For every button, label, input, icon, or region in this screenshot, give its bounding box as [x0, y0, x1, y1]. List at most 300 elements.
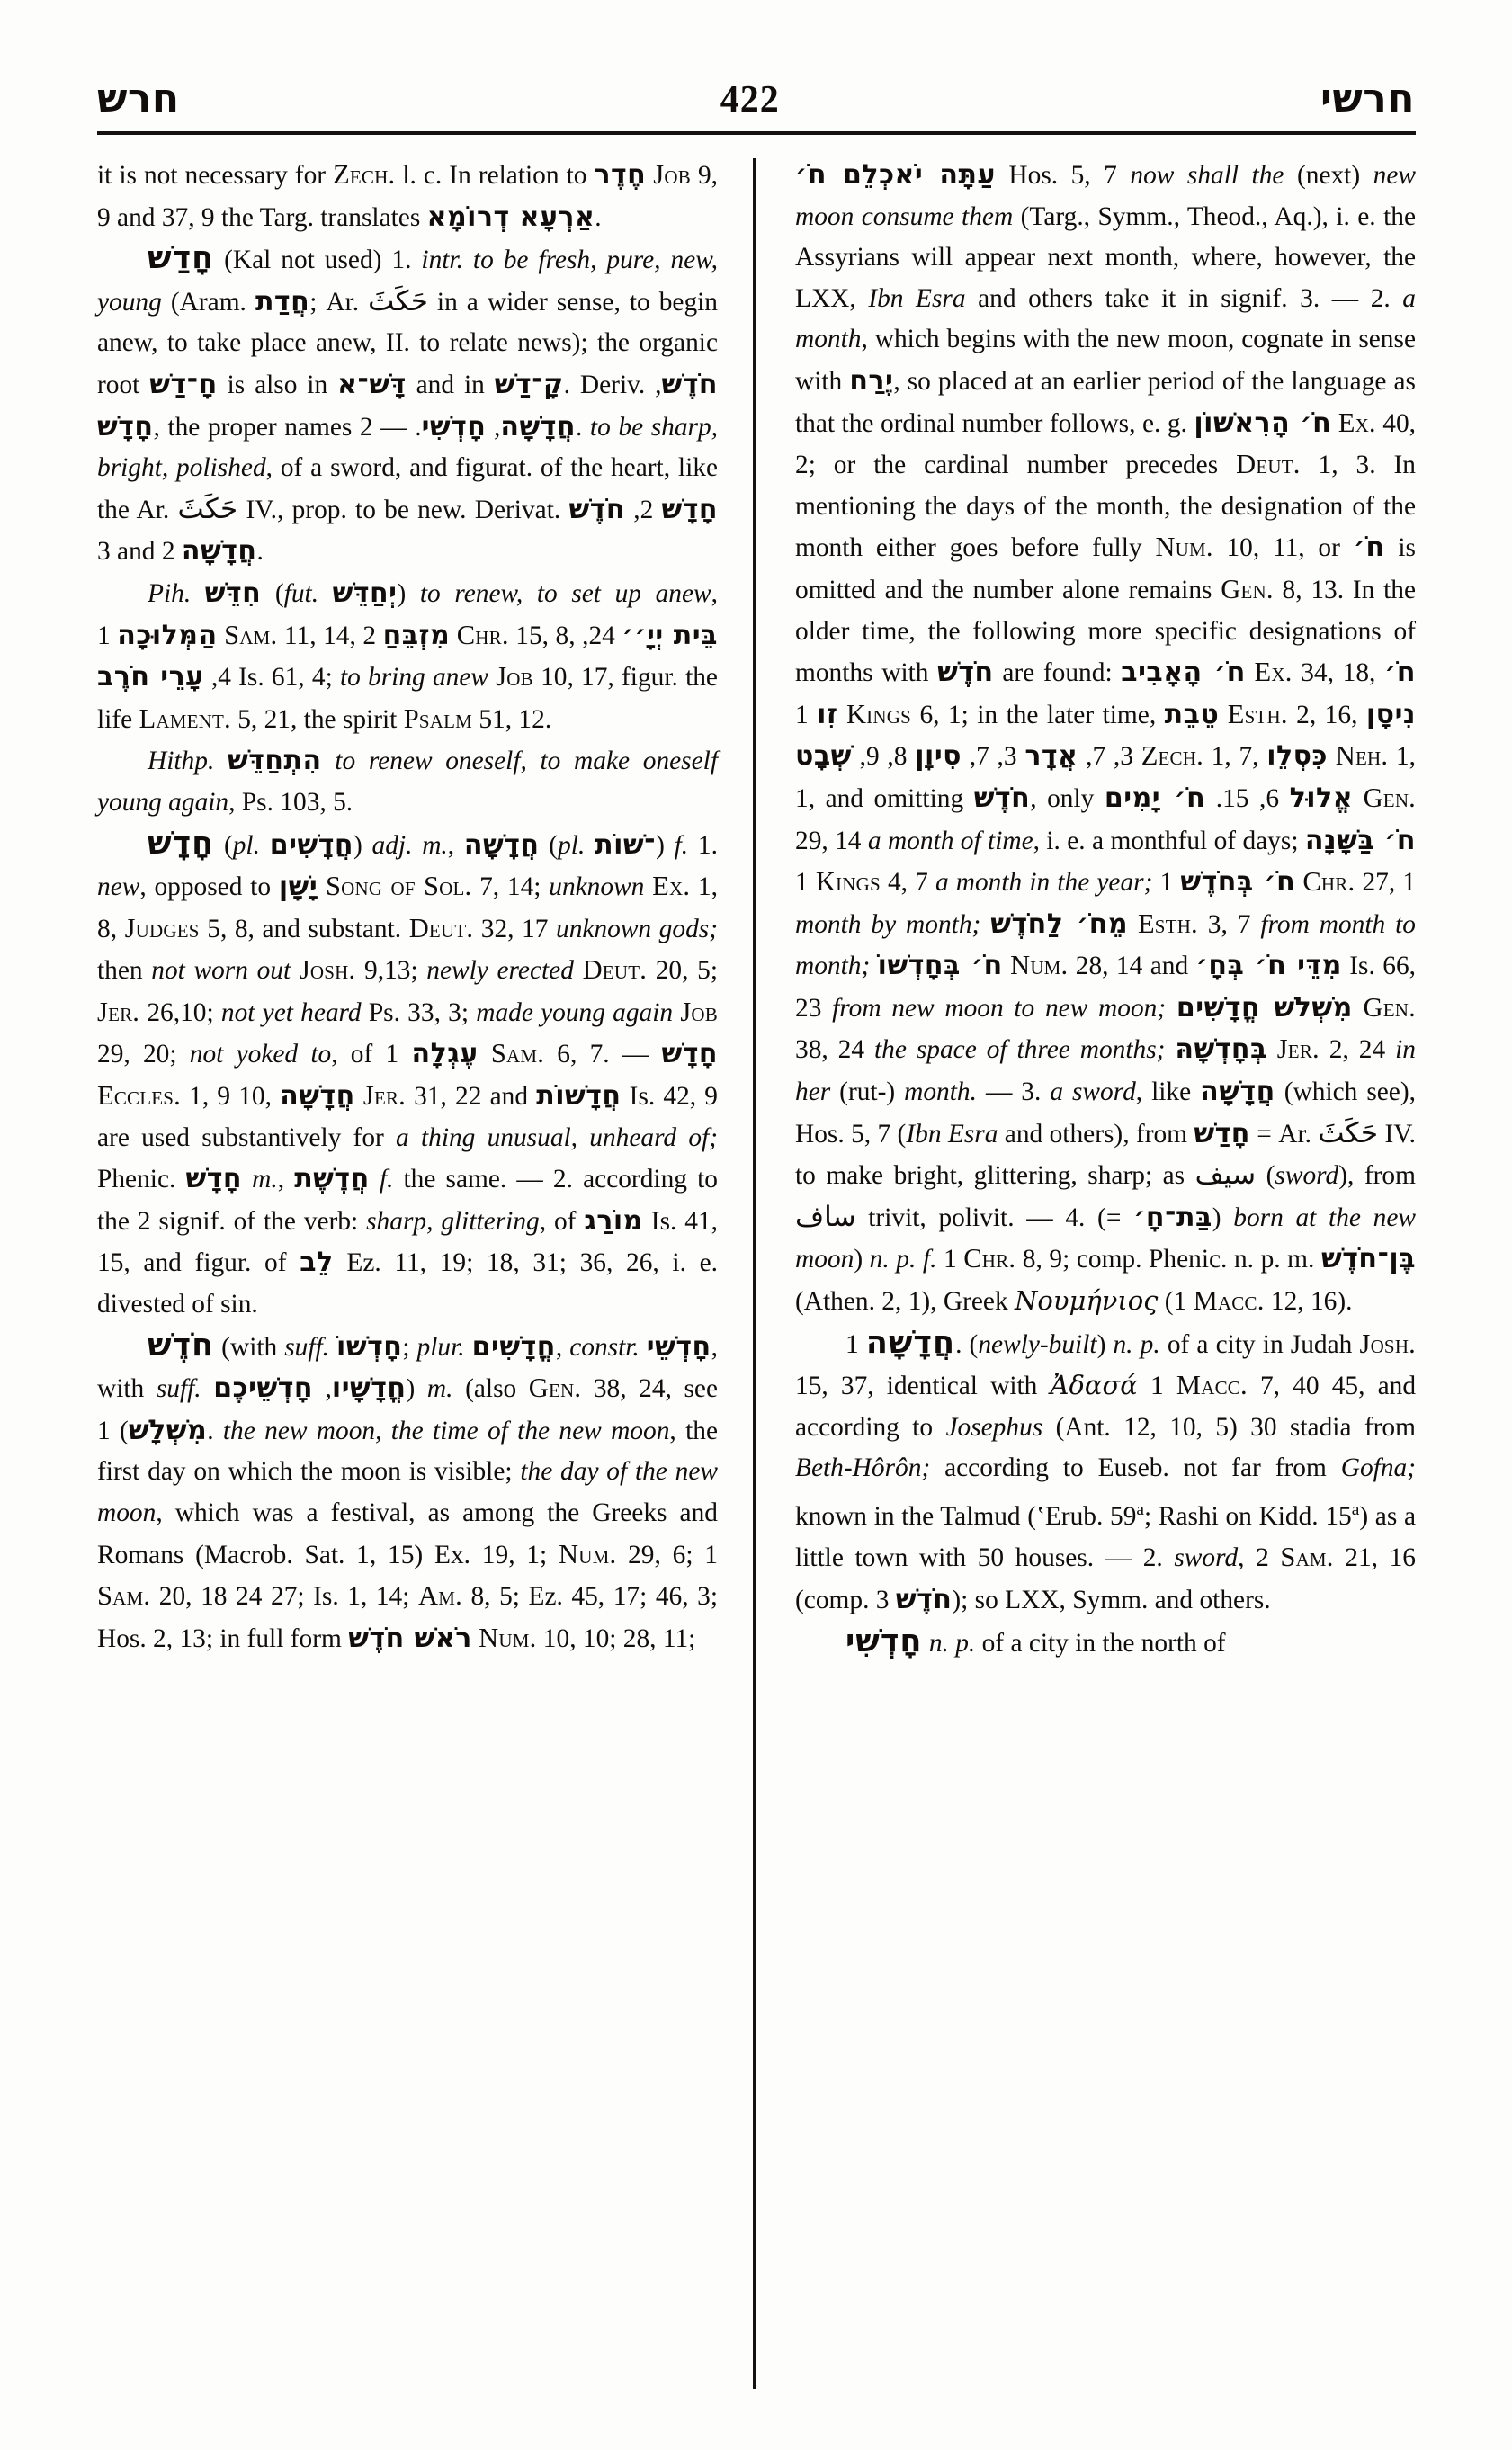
body-text: 10, 10; 28, 11;: [536, 1623, 696, 1653]
body-text: [870, 952, 877, 980]
hebrew-text: חָדְשֵׁיכֶם: [213, 1373, 313, 1405]
hebrew-text: חֹ׳ הָרִאשׁוֹן: [1194, 407, 1332, 439]
body-text: [214, 747, 228, 775]
hebrew-text: חֲדָשִׁים: [269, 828, 353, 861]
body-text: ,: [447, 830, 464, 860]
body-text: ): [406, 1374, 427, 1404]
body-text: 27, 1: [1355, 868, 1417, 898]
hebrew-text: ־שׁוֹת: [595, 828, 657, 861]
body-text: 24, 4,: [203, 621, 622, 693]
gloss-italic: Ibn Esra: [868, 283, 966, 313]
entry-paragraph: [97, 740, 718, 823]
body-text: 26,10;: [139, 997, 221, 1027]
body-text: [318, 872, 326, 901]
gloss-italic: a thing unusual, unheard of;: [396, 1122, 718, 1152]
body-text: (Kal not used) 1.: [214, 246, 422, 275]
body-text: LXX: [795, 283, 850, 313]
hebrew-text: הִתְחַדֵּשׁ: [227, 745, 322, 777]
hebrew-text: חָדָשׁ: [661, 1038, 718, 1070]
body-text: l. c. In relation to: [395, 161, 595, 190]
body-text: [1166, 994, 1176, 1023]
body-text: , with: [97, 1332, 718, 1404]
hebrew-text: חָדָשׁ: [661, 493, 718, 525]
gloss-italic: n. p.: [928, 1628, 976, 1658]
bible-book-reference: Song of Sol.: [325, 871, 472, 902]
body-text: 29, 6; 1: [616, 1540, 718, 1569]
bible-book-reference: Num.: [1010, 950, 1069, 981]
body-text: 1: [936, 1245, 964, 1274]
body-text: 38, 24, see: [581, 1374, 718, 1404]
body-text: , of: [539, 1206, 585, 1236]
text-body: [97, 155, 1416, 2403]
gloss-italic: new: [97, 872, 140, 902]
body-text: 3, 7: [1197, 909, 1261, 939]
hebrew-text: יְחַדֵּשׁ: [332, 577, 398, 609]
entry-paragraph: [97, 824, 718, 1326]
bible-book-reference: Job: [496, 661, 533, 693]
hebrew-text: יֶרַח: [849, 364, 894, 397]
body-text: Is. 42, 9 are used substantively for: [97, 1082, 718, 1152]
body-text: 1: [795, 700, 846, 729]
body-text: 8, 9; comp. Phenic. n. p. m.: [1015, 1245, 1321, 1274]
body-text: 8, 13. In the older time, the following more specific designations of months with: [795, 575, 1416, 688]
body-text: [1165, 1035, 1175, 1064]
hebrew-text: חֲדָשָׁה: [181, 535, 257, 568]
gloss-italic: newly-built: [978, 1329, 1097, 1359]
body-text: [201, 1374, 214, 1403]
bible-book-reference: Ex.: [1338, 407, 1376, 438]
hebrew-text: קָ־דַשׁ: [494, 368, 564, 400]
gloss-italic: in her: [795, 1035, 1416, 1107]
body-text: 29, 20;: [97, 1040, 190, 1069]
hebrew-text: הַמְּלוּכָה: [117, 619, 218, 651]
gloss-italic: the day of the new moon: [97, 1457, 718, 1527]
body-text: ): [1096, 1329, 1114, 1359]
gloss-italic: Pih.: [148, 578, 192, 608]
bible-book-reference: Sam.: [1280, 1542, 1334, 1573]
gloss-italic: month by month;: [795, 909, 981, 939]
body-text: , only: [1030, 783, 1105, 813]
body-text: [1267, 1035, 1277, 1064]
body-text: (Targ., Symm., Theod., Aq.), i. e. the Assyrians will appear next month, where, however, the: [795, 201, 1416, 273]
entry-paragraph: [97, 1326, 718, 1660]
hebrew-text: חָדָשׁ: [97, 410, 154, 443]
body-text: , like: [1135, 1077, 1201, 1107]
hebrew-text: חֲדָשָׁה: [500, 410, 576, 443]
hebrew-text: חֲדָשׁוֹת: [536, 1080, 622, 1113]
body-text: ): [1212, 1203, 1234, 1232]
body-text: 34, 18,: [1292, 658, 1385, 688]
body-text: trivit, polivit. — 4. (=: [855, 1203, 1134, 1232]
hebrew-text: מִשְׁלֹשׁ חֳדָשִׁים: [1176, 991, 1353, 1024]
bible-book-reference: Eccles.: [97, 1080, 182, 1112]
hebrew-text: חֹ׳ בְּחֹדֶשׁ: [1180, 866, 1296, 899]
gloss-italic: a month of time: [867, 826, 1033, 855]
body-text: 32, 17: [473, 914, 556, 943]
hebrew-text: סִיוָן: [915, 740, 962, 773]
body-text: , which begins with the new moon, cognate in sense with: [795, 325, 1416, 396]
hebrew-text: שְׁבָט: [795, 740, 852, 773]
body-text: 5, 8, and substant.: [199, 914, 409, 943]
bible-book-reference: Jer.: [362, 1080, 407, 1112]
bible-book-reference: Job: [680, 996, 718, 1027]
body-text: 2, 16,: [1287, 700, 1366, 729]
headword-hebrew: חָדָשׁ: [148, 825, 215, 862]
hebrew-text: בְּחָדְשָׁהּ: [1175, 1033, 1267, 1066]
gloss-italic: the new moon, the time of the new moon: [222, 1416, 670, 1445]
gloss-italic: sword: [1174, 1543, 1239, 1573]
gloss-italic: new moon consume them: [795, 161, 1416, 231]
hebrew-text: יָשָׁן: [278, 871, 318, 903]
gloss-italic: unknown gods;: [556, 914, 718, 943]
body-text: and others take it in signif. 3. — 2.: [965, 283, 1403, 313]
body-text: 7, 40 45, and according to: [795, 1372, 1417, 1442]
body-text: [322, 747, 336, 775]
hebrew-text: מִדֵּי חֹ׳ בְּחָ׳: [1195, 950, 1342, 982]
body-text: [465, 1333, 472, 1362]
hebrew-text: חֹ׳ יָמִים: [1104, 782, 1206, 814]
hebrew-text: טֵבֵת: [1164, 698, 1220, 730]
hebrew-text: מִשְׁלָשׁ: [128, 1414, 208, 1446]
body-text: in a wider sense, to begin anew, to take place anew, II. to relate news); the organic root: [97, 287, 719, 399]
running-head: [97, 56, 1415, 119]
hebrew-text: אֱלוּל: [1289, 782, 1354, 814]
body-text: [329, 1333, 336, 1362]
bible-book-reference: Sam.: [490, 1038, 545, 1069]
body-text: [644, 872, 652, 901]
gloss-italic: Beth-Hôrôn;: [795, 1453, 931, 1483]
body-text: 1. (: [845, 1329, 979, 1359]
body-text: 21, 16 (comp.: [795, 1543, 1416, 1614]
body-text: [1353, 784, 1364, 813]
bible-book-reference: Sam.: [97, 1580, 151, 1612]
page-number: 422: [720, 79, 780, 121]
body-text: [1133, 742, 1141, 771]
body-text: ; Ar.: [309, 287, 369, 317]
bible-book-reference: Am.: [417, 1580, 462, 1612]
hebrew-text: מֵחֹ׳ לַחֹדֶשׁ: [990, 908, 1129, 940]
hebrew-text: מִזְבֵּחַ: [382, 619, 451, 651]
body-text: 20, 18 24 27; Is. 1, 14;: [150, 1582, 418, 1612]
body-text: Is. 66, 23: [795, 952, 1416, 1023]
body-text: 51, 12.: [472, 704, 552, 734]
bible-book-reference: Chr.: [963, 1243, 1016, 1274]
bible-book-reference: Deut.: [582, 954, 648, 986]
hebrew-text: חֲדֶשֶׁת: [294, 1163, 370, 1195]
body-text: , which was a festival, as among the Greeks and Romans (Macrob. Sat. 1, 15) Ex. 19, 1;: [97, 1498, 718, 1569]
body-text: 29, 14: [795, 826, 868, 855]
body-text: ): [397, 578, 420, 608]
body-text: ,: [277, 1165, 295, 1194]
body-text: [260, 831, 270, 860]
body-text: is also in: [217, 370, 338, 399]
hebrew-text: בֵּית יְיָ׳׳: [622, 619, 718, 651]
entry-paragraph: [795, 155, 1416, 1323]
gloss-italic: a sword: [1050, 1077, 1136, 1107]
bible-book-reference: Lament.: [139, 702, 231, 734]
body-text: 6, 15.: [1205, 783, 1290, 813]
bible-book-reference: Job: [653, 159, 691, 190]
body-text: 40, 2; or the cardinal number precedes: [795, 408, 1416, 480]
body-text: (: [214, 830, 233, 860]
body-text: 15, 8,: [508, 621, 583, 650]
hebrew-text: חֹ׳: [1353, 532, 1385, 564]
entry-paragraph: [97, 155, 718, 238]
body-text: [1152, 868, 1159, 897]
gloss-italic: not yoked to: [189, 1040, 332, 1069]
hebrew-text: חֹדֶשׁ: [661, 368, 718, 400]
bible-book-reference: Sam.: [224, 619, 278, 650]
bible-book-reference: Macc.: [1176, 1370, 1248, 1401]
hebrew-text: חֹדֶשׁ: [973, 782, 1031, 814]
gloss-italic: Gofna;: [1340, 1453, 1416, 1483]
gloss-italic: newly erected: [426, 956, 574, 986]
body-text: (Athen. 2, 1), Greek: [795, 1287, 1015, 1317]
body-text: 2,: [624, 495, 662, 524]
gloss-italic: m.: [426, 1374, 453, 1404]
hebrew-text: חֲדָשָׁה: [463, 828, 540, 861]
body-text: ), from: [1338, 1161, 1416, 1191]
body-text: [1353, 994, 1364, 1023]
body-text: 1: [1137, 1372, 1176, 1401]
body-text: and in: [406, 370, 495, 399]
hebrew-text: דָּשׁ־א: [337, 368, 407, 400]
hebrew-text: אֲדָר: [1024, 740, 1078, 773]
body-text: 31, 22 and: [406, 1082, 537, 1112]
body-text: 1, 9 10,: [181, 1082, 281, 1112]
gloss-italic: month.: [904, 1077, 977, 1107]
bible-book-reference: Esth.: [1137, 908, 1198, 939]
body-text: = Ar.: [1249, 1119, 1319, 1149]
gloss-italic: suff.: [284, 1332, 330, 1362]
greek-text: Ἀδασά: [1050, 1370, 1138, 1401]
body-text: [1003, 952, 1010, 980]
bible-book-reference: Jer.: [97, 996, 140, 1027]
bible-book-reference: Macc.: [1193, 1285, 1265, 1317]
body-text: 3, 7,: [962, 742, 1025, 772]
body-text: [922, 1629, 928, 1658]
body-text: , of a sword, and figurat. of the heart, like the Ar.: [97, 453, 718, 524]
gloss-italic: constr.: [569, 1332, 640, 1362]
body-text: [1219, 701, 1227, 729]
body-text: ): [353, 830, 372, 860]
body-text: 6, 7. —: [544, 1040, 662, 1069]
body-text: are found:: [993, 658, 1122, 688]
body-text: (also: [452, 1374, 529, 1404]
body-text: 3); so LXX, Symm. and others.: [875, 1585, 1271, 1614]
hebrew-text: חָדְשִׁי: [421, 410, 487, 443]
body-text: 1, 3. In mentioning the days of the month, the designation of the month either goes before fully: [795, 451, 1416, 563]
body-text: [585, 831, 595, 860]
hebrew-text: אַרְעָא דְרוֹמָא: [426, 201, 595, 233]
body-text: 2, 24: [1319, 1035, 1396, 1065]
body-text: (with: [214, 1332, 285, 1362]
body-text: [640, 1333, 647, 1362]
body-text: 2: [362, 621, 457, 650]
bible-book-reference: Josh.: [299, 954, 356, 986]
gloss-italic: m.: [252, 1165, 278, 1194]
body-text: [488, 663, 496, 692]
gloss-italic: from month to month;: [795, 909, 1416, 981]
headword-hebrew: חֹדֶשׁ: [148, 1327, 215, 1364]
body-text: 1: [1159, 868, 1303, 898]
body-text: according to Euseb. not far from: [930, 1453, 1341, 1483]
hebrew-text: חֹדֶשׁ: [568, 493, 625, 525]
hebrew-text: חֶדֶר: [594, 159, 647, 191]
body-text: known in the Talmud (ʽErub. 59: [795, 1501, 1137, 1531]
body-text: (: [1256, 1161, 1275, 1191]
body-text: 15, 37, identical with: [795, 1372, 1051, 1401]
body-text: of a city in Judah: [1159, 1329, 1360, 1359]
body-text: the same. — 2. according to the 2 signif. of the verb:: [97, 1165, 718, 1236]
hebrew-text: חֲדַת: [255, 285, 310, 317]
body-text: (Aram.: [161, 287, 255, 317]
hebrew-text: חָדַשׁ: [1194, 1117, 1250, 1149]
gloss-italic: pl.: [558, 830, 586, 860]
headword-hebrew: חָדַשׁ: [148, 240, 215, 277]
hebrew-text: חֹדֶשׁ: [937, 657, 994, 689]
header-rule: [97, 131, 1416, 135]
gloss-italic: not worn out: [151, 956, 291, 986]
body-text: ,: [655, 370, 662, 399]
entry-paragraph: [795, 1622, 1416, 1665]
body-text: 7, 14;: [471, 872, 550, 902]
body-text: [1331, 409, 1338, 438]
body-text: 8, 9,: [851, 742, 916, 772]
hebrew-text: עַתָּה יֹאכְלֵם חֹ׳: [795, 159, 996, 191]
hebrew-text: עֶגְלָה: [411, 1038, 479, 1070]
bible-book-reference: Ex.: [1254, 657, 1293, 688]
hebrew-text: נִיסָן: [1365, 698, 1416, 730]
body-text: [291, 956, 300, 985]
body-text: [980, 910, 990, 939]
bible-book-reference: Ex.: [652, 871, 691, 902]
body-text: 1: [385, 1040, 491, 1069]
body-text: 12, 16).: [1264, 1287, 1353, 1317]
hebrew-text: חֹ׳ הָאָבִיב: [1121, 657, 1246, 689]
greek-text: Νουμήνιος: [1015, 1285, 1159, 1317]
gloss-italic: Hithp.: [148, 747, 215, 776]
gloss-italic: n. p.: [1113, 1329, 1160, 1359]
body-text: Phenic.: [97, 1165, 186, 1194]
body-text: ,: [711, 578, 718, 608]
body-text: [1246, 658, 1255, 687]
body-text: Ps. 33, 3;: [361, 997, 477, 1027]
gloss-italic: the space of three months;: [874, 1035, 1166, 1065]
gloss-italic: fut.: [283, 578, 319, 608]
entry-paragraph: [795, 1323, 1416, 1622]
gloss-italic: not yet heard: [220, 997, 362, 1027]
hebrew-text: לֵב: [300, 1247, 334, 1279]
body-text: ): [854, 1245, 870, 1274]
hebrew-text: חָ־דַשׁ: [149, 368, 218, 400]
bible-book-reference: Jer.: [1276, 1033, 1320, 1065]
bible-book-reference: Neh.: [1335, 740, 1389, 772]
body-text: , i. e. a monthful of days;: [1033, 826, 1305, 855]
headword-hebrew: חֲדָשָׁה: [865, 1324, 956, 1361]
arabic-text: حَكَثَ: [368, 284, 428, 317]
body-text: , of: [331, 1040, 386, 1069]
bible-book-reference: Judges: [124, 912, 200, 943]
bible-book-reference: Num.: [1155, 532, 1213, 563]
body-text: 38, 24: [795, 1035, 875, 1065]
body-text: 28, 14 and: [1068, 952, 1196, 981]
hebrew-text: חֹ׳ זִו: [817, 657, 1416, 730]
arabic-text: ساف: [795, 1200, 856, 1233]
body-text: ) 1.: [97, 1416, 223, 1445]
body-text: 3 and: [97, 537, 162, 567]
entry-paragraph: [97, 573, 718, 740]
body-text: 1, 1, and omitting: [795, 742, 1417, 813]
body-text: ,: [555, 1332, 570, 1362]
body-text: , the first day on which the moon is visible;: [97, 1416, 718, 1487]
body-text: . Deriv.: [563, 370, 656, 399]
headword-hebrew: חָדְשִׁי: [845, 1623, 923, 1659]
bible-book-reference: Kings: [815, 866, 881, 898]
gloss-italic: now shall the: [1130, 161, 1284, 190]
body-text: 11, 14,: [277, 621, 363, 650]
gloss-italic: to bring anew: [339, 663, 488, 693]
hebrew-text: חֹדֶשׁ: [895, 1583, 953, 1615]
body-text: 9, 9 and 37, 9 the Targ. translates: [97, 161, 718, 232]
bible-book-reference: Chr.: [456, 619, 509, 650]
bible-book-reference: Gen.: [1221, 573, 1274, 604]
bible-book-reference: Zech.: [333, 159, 396, 190]
body-text: , opposed to: [139, 872, 279, 902]
body-text: IV., prop. to be new. Derivat.: [237, 495, 569, 524]
body-text: , the proper names: [153, 412, 360, 442]
bible-book-reference: Gen.: [1363, 991, 1416, 1023]
gloss-italic: born at the new moon: [795, 1203, 1416, 1274]
body-text: ,: [312, 1374, 332, 1404]
body-text: 6, 1; in the later time,: [910, 700, 1165, 729]
column-right: [795, 155, 1416, 2403]
gloss-italic: to be sharp, bright, polished: [97, 412, 719, 483]
hebrew-text: בַּת־חָ׳: [1133, 1201, 1212, 1233]
body-text: (next): [1284, 161, 1373, 190]
gloss-italic: intr. to be fresh, pure, new, young: [97, 246, 718, 317]
running-head-left-hebrew: חרש: [97, 76, 180, 121]
body-text: it is not necessary for: [97, 161, 334, 190]
bible-book-reference: Num.: [479, 1622, 537, 1653]
gloss-italic: made young again: [476, 997, 674, 1027]
hebrew-text: חָדָשׁ: [185, 1163, 242, 1195]
gloss-italic: n. p. f.: [869, 1245, 937, 1274]
gloss-italic: to renew oneself, to make oneself young again: [97, 747, 718, 817]
body-text: 3, 7,: [1078, 742, 1133, 772]
gloss-italic: suff.: [156, 1374, 201, 1404]
hebrew-text: כִּסְלֵו: [1266, 740, 1329, 773]
body-text: Hos. 5, 7: [995, 161, 1131, 190]
hebrew-text: בֶּן־חֹדֶשׁ: [1320, 1243, 1417, 1275]
bible-book-reference: Zech.: [1141, 740, 1203, 772]
gloss-italic: unknown: [549, 872, 645, 902]
hebrew-text: עָרֵי חֹרֶב: [97, 661, 204, 693]
gloss-italic: plur.: [416, 1332, 465, 1362]
body-text: (: [261, 578, 284, 608]
gloss-italic: a month in the year;: [935, 868, 1153, 898]
body-text: 8, 5; Ez. 45, 17; 46, 3; Hos. 2, 13; in full form: [97, 1582, 719, 1653]
hebrew-text: רֹאשׁ חֹדֶשׁ: [348, 1622, 472, 1654]
body-text: Ez. 11, 19; 18, 31; 36, 26, i. e. divested of sin.: [97, 1248, 719, 1319]
body-text: 9,13;: [355, 956, 427, 986]
gloss-italic: Ibn Esra: [906, 1119, 998, 1149]
superscript-marker: a: [1351, 1500, 1360, 1519]
gloss-italic: Josephus: [945, 1412, 1043, 1442]
gloss-italic: pl.: [232, 830, 260, 860]
body-text: and others), from: [998, 1119, 1194, 1149]
body-text: [370, 1165, 380, 1194]
